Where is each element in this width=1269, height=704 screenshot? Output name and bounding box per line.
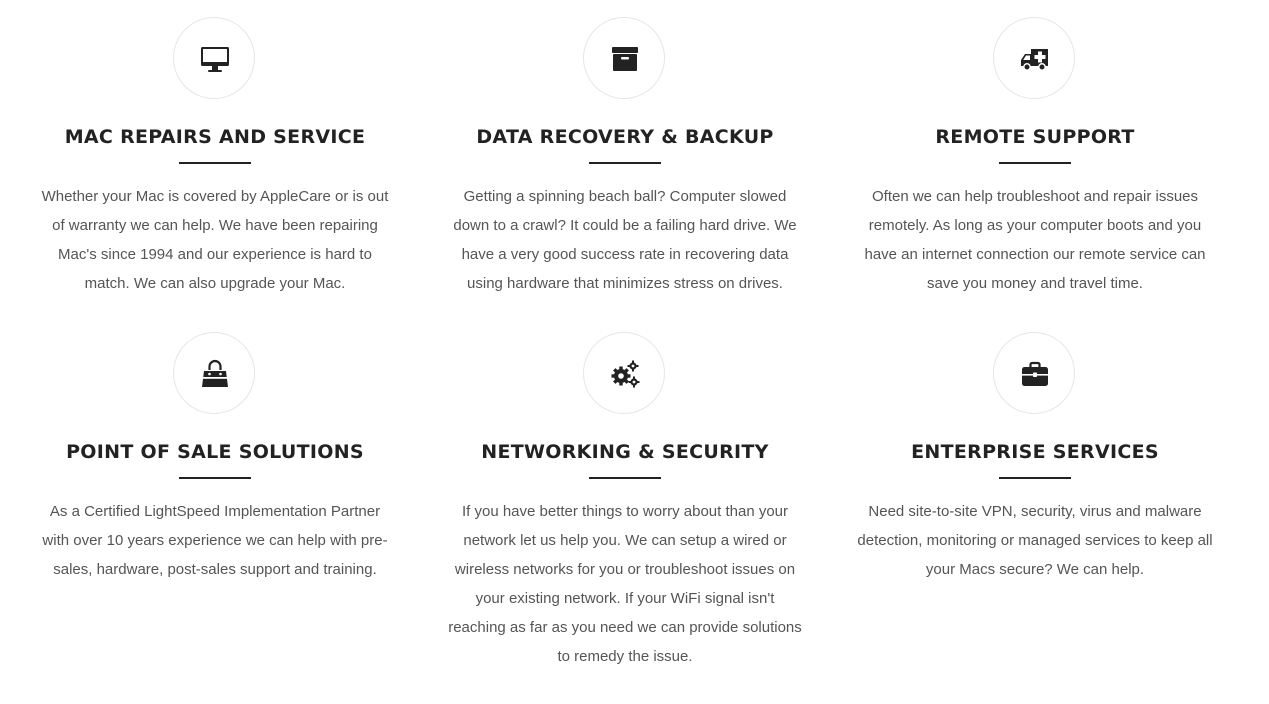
- service-title: ENTERPRISE SERVICES: [911, 441, 1159, 463]
- icon-circle: [173, 332, 255, 414]
- service-description: Getting a spinning beach ball? Computer slowed down to a crawl? It could be a failing hard drive. We have a very good success rate in recovering data using hardware that minimizes stress on drives.: [453, 188, 797, 292]
- icon-circle: [993, 332, 1075, 414]
- title-divider: [179, 162, 251, 164]
- service-title: NETWORKING & SECURITY: [481, 441, 769, 463]
- ambulance-icon: [1019, 43, 1051, 75]
- title-divider: [999, 162, 1071, 164]
- title-divider: [179, 477, 251, 479]
- service-description: As a Certified LightSpeed Implementation Partner with over 10 years experience we can help with pre-sales, hardware, post-sales support and training.: [42, 503, 388, 578]
- service-description: If you have better things to worry about than your network let us help you. We can setup a wired or wireless networks for you or troubleshoot issues on your existing network. If your WiFi signal isn't reaching as far as you need we can provide solutions to remedy the issue.: [448, 503, 802, 665]
- icon-circle: [583, 17, 665, 99]
- service-title: REMOTE SUPPORT: [935, 126, 1135, 148]
- desktop-monitor-icon: [199, 43, 231, 75]
- title-divider: [999, 477, 1071, 479]
- service-title: POINT OF SALE SOLUTIONS: [66, 441, 364, 463]
- service-title: DATA RECOVERY & BACKUP: [476, 126, 774, 148]
- title-divider: [589, 477, 661, 479]
- icon-circle: [583, 332, 665, 414]
- icon-circle: [173, 17, 255, 99]
- briefcase-icon: [1019, 358, 1051, 390]
- service-title: MAC REPAIRS AND SERVICE: [64, 126, 366, 148]
- service-description: Often we can help troubleshoot and repair issues remotely. As long as your computer boots and you have an internet connection our remote service can save you money and travel time.: [864, 188, 1206, 292]
- title-divider: [589, 162, 661, 164]
- gears-icon: [609, 358, 641, 390]
- icon-circle: [993, 17, 1075, 99]
- service-description: Need site-to-site VPN, security, virus and malware detection, monitoring or managed services to keep all your Macs secure? We can help.: [857, 503, 1213, 578]
- service-description: Whether your Mac is covered by AppleCare or is out of warranty we can help. We have been repairing Mac's since 1994 and our experience is hard to match. We can also upgrade your Mac.: [41, 188, 389, 292]
- archive-box-icon: [609, 43, 641, 75]
- shopping-bag-icon: [199, 358, 231, 390]
